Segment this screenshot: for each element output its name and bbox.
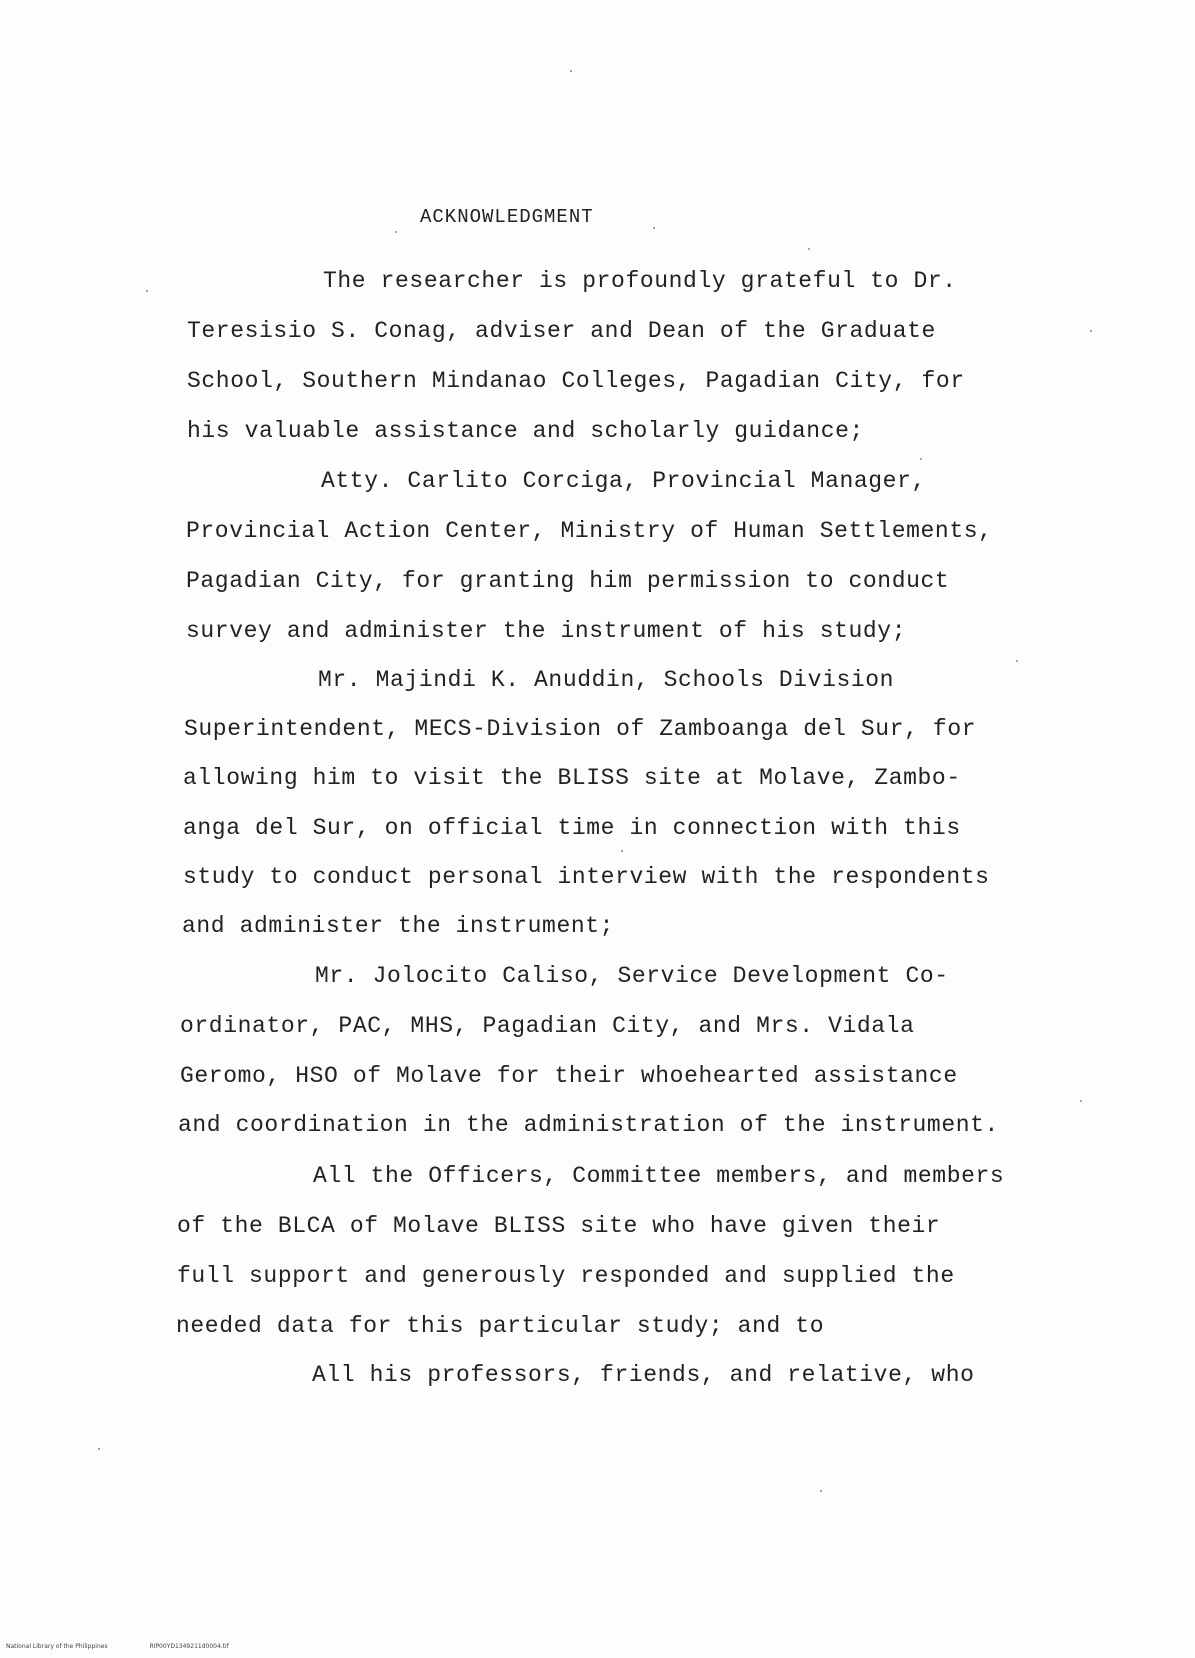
- scan-speck: [98, 1448, 100, 1450]
- text-line: All his professors, friends, and relative, who: [312, 1362, 975, 1388]
- text-line: Atty. Carlito Corciga, Provincial Manager,: [321, 468, 926, 494]
- scan-speck: [1090, 330, 1092, 332]
- scan-footer: [6, 1643, 269, 1650]
- text-line: All the Officers, Committee members, and members: [313, 1163, 1005, 1189]
- footer-library: National Library of the Philippines: [6, 1643, 108, 1650]
- scan-speck: [653, 227, 655, 229]
- scan-speck: [920, 458, 922, 460]
- text-line: Superintendent, MECS-Division of Zamboanga del Sur, for: [184, 716, 977, 742]
- text-line: Provincial Action Center, Ministry of Human Settlements,: [186, 518, 993, 544]
- text-line: Pagadian City, for granting him permission to conduct: [186, 568, 950, 594]
- scan-speck: [146, 290, 148, 292]
- text-line: anga del Sur, on official time in connection with this: [183, 815, 961, 841]
- text-line: needed data for this particular study; and to: [176, 1313, 825, 1339]
- scan-speck: [820, 1490, 822, 1492]
- footer-file-id: RIP00YD1349211d0004.tif: [149, 1643, 229, 1650]
- scan-speck: [570, 70, 572, 72]
- text-line: School, Southern Mindanao Colleges, Pagadian City, for: [187, 368, 965, 394]
- text-line: The researcher is profoundly grateful to Dr.: [323, 268, 957, 294]
- text-line: Mr. Jolocito Caliso, Service Development Co-: [315, 963, 949, 989]
- scan-speck: [621, 850, 623, 852]
- text-line: and coordination in the administration of the instrument.: [178, 1112, 999, 1138]
- scan-speck: [808, 248, 810, 250]
- scan-speck: [1016, 660, 1018, 662]
- text-line: study to conduct personal interview with the respondents: [183, 864, 990, 890]
- text-line: of the BLCA of Molave BLISS site who have given their: [177, 1213, 941, 1239]
- text-line: allowing him to visit the BLISS site at Molave, Zambo-: [183, 765, 961, 791]
- scan-speck: [395, 231, 397, 233]
- text-line: Mr. Majindi K. Anuddin, Schools Division: [318, 667, 895, 693]
- text-line: and administer the instrument;: [182, 913, 615, 939]
- text-line: Geromo, HSO of Molave for their whoehearted assistance: [180, 1063, 958, 1089]
- text-line: Teresisio S. Conag, adviser and Dean of the Graduate: [187, 318, 936, 344]
- text-line: full support and generously responded and supplied the: [177, 1263, 955, 1289]
- text-line: ordinator, PAC, MHS, Pagadian City, and Mrs. Vidala: [180, 1013, 915, 1039]
- scan-speck: [1080, 1100, 1082, 1102]
- text-line: survey and administer the instrument of his study;: [186, 618, 907, 644]
- text-line: his valuable assistance and scholarly guidance;: [187, 418, 864, 444]
- page-title: ACKNOWLEDGMENT: [420, 206, 594, 228]
